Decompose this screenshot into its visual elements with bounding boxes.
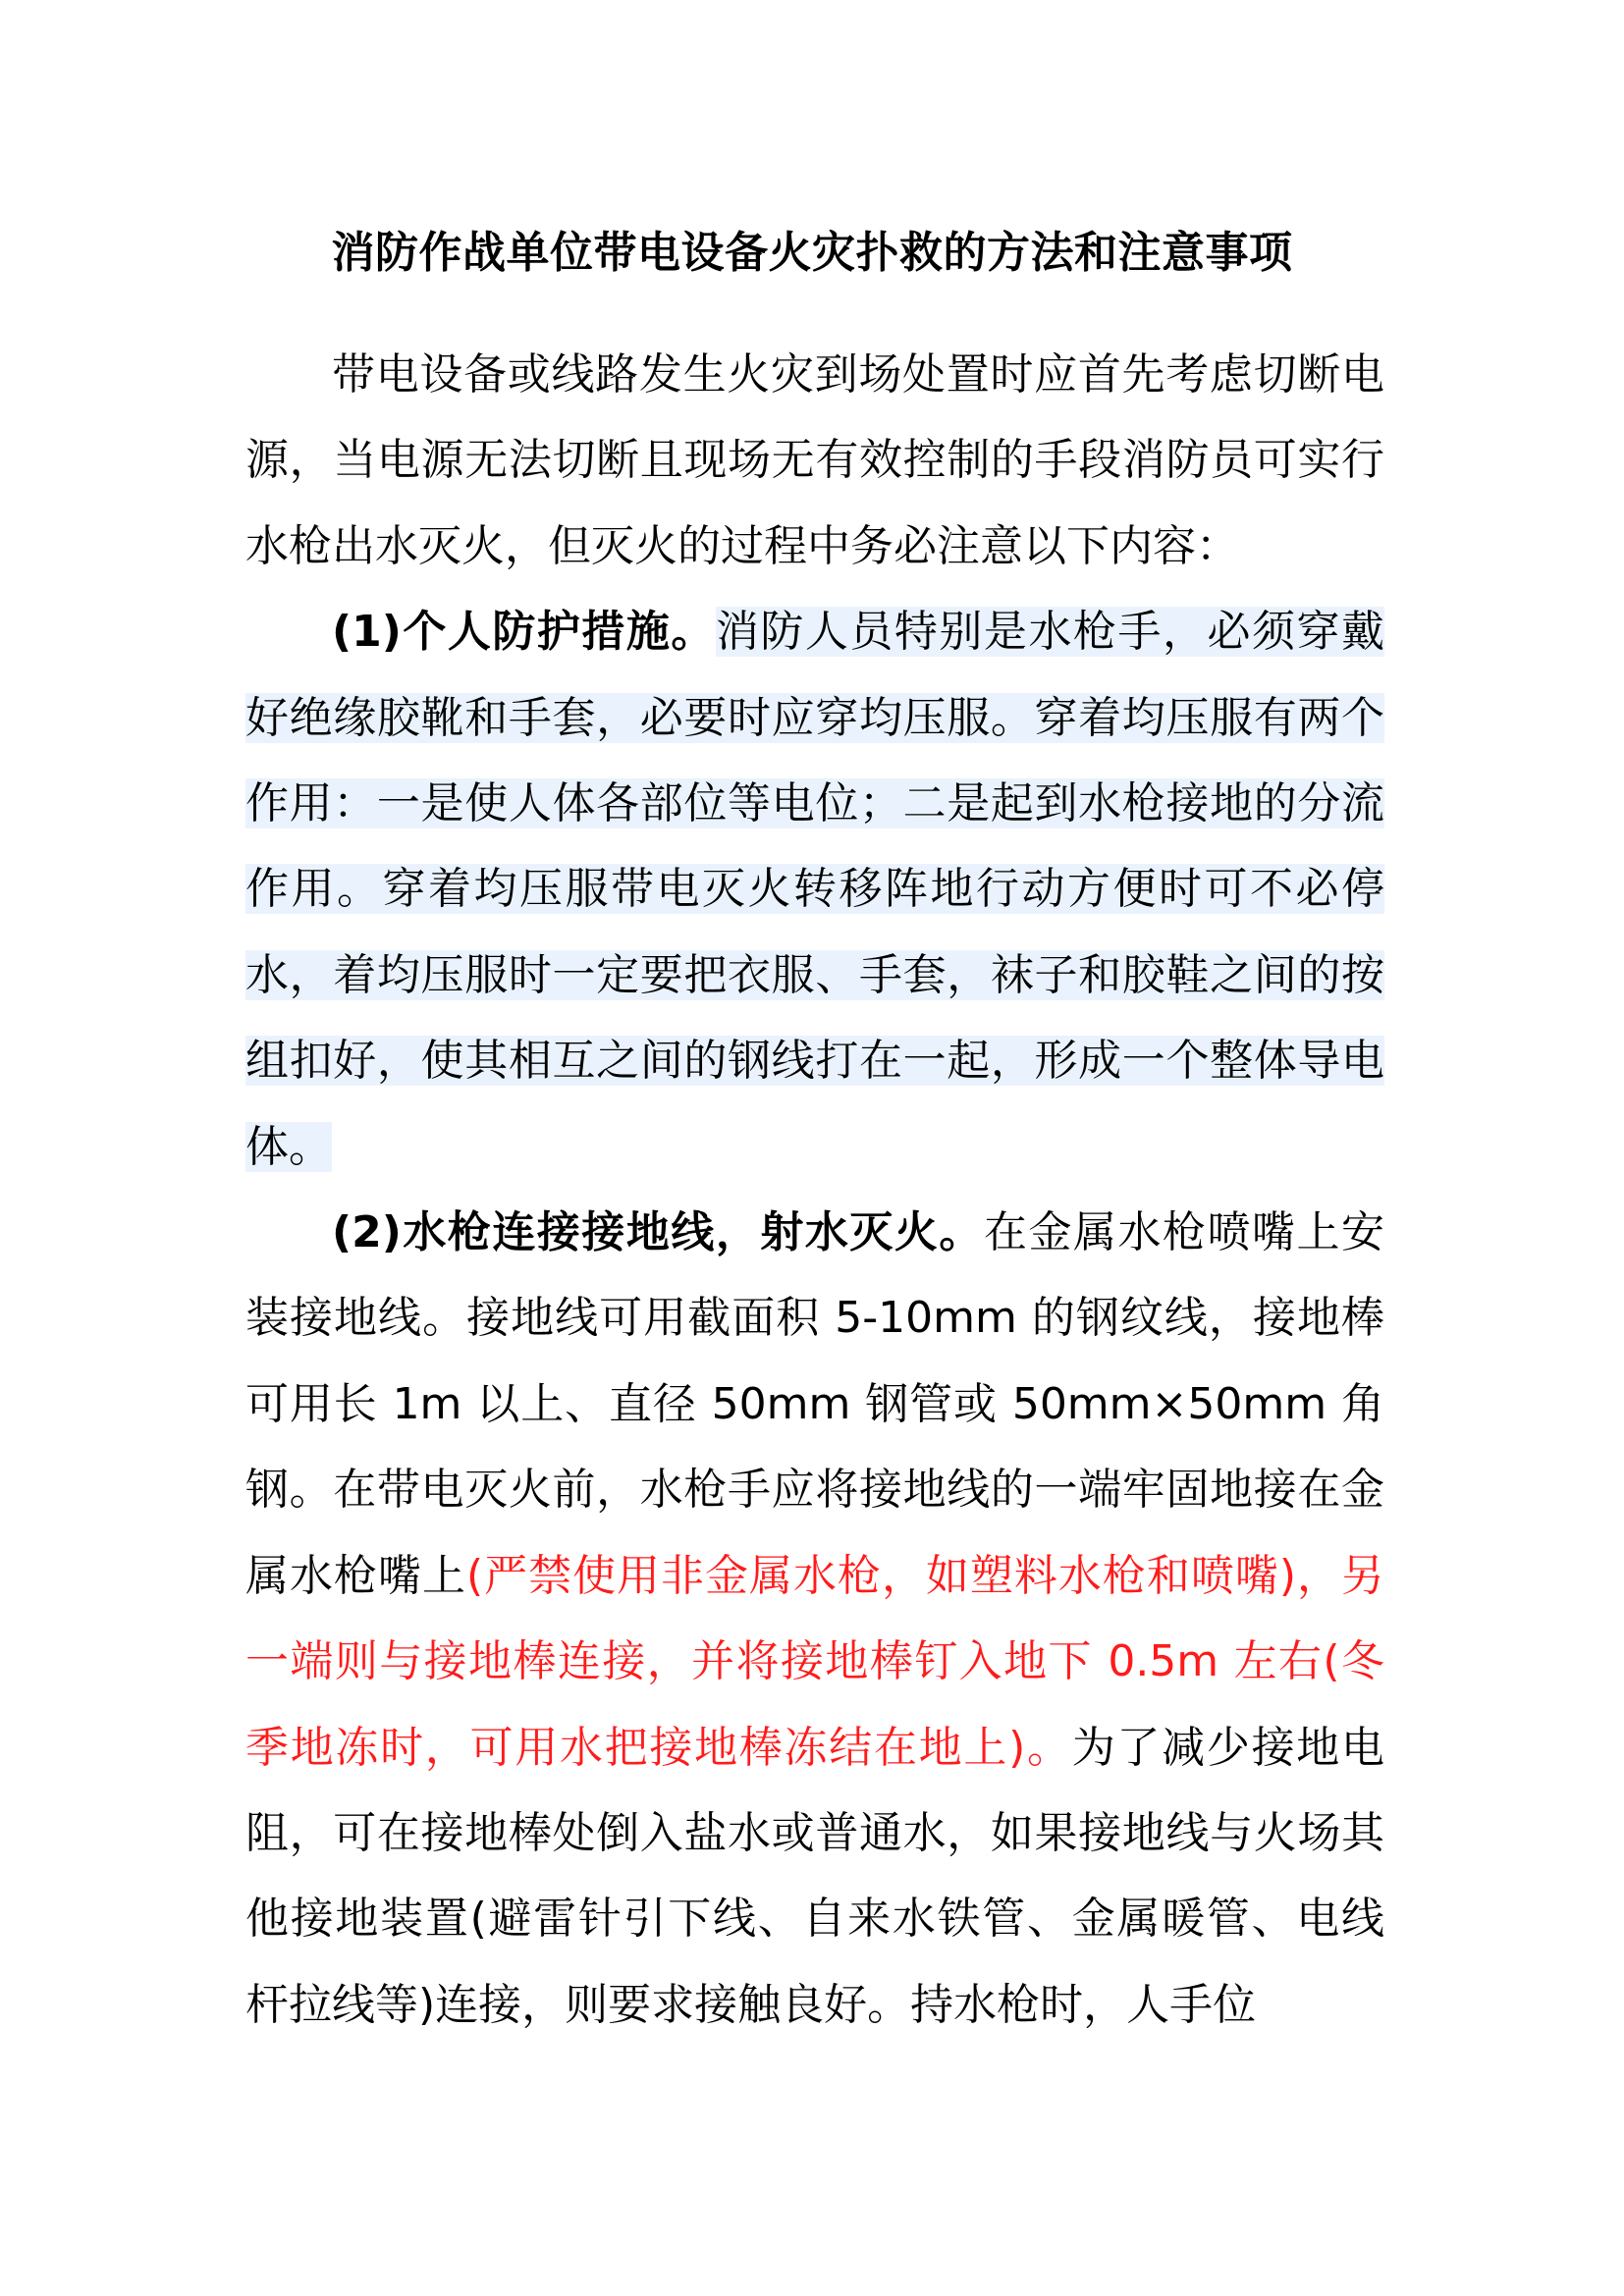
grounding-warning: (严禁使用非金属水枪，如塑料水枪和喷嘴)，另一端则与接地棒连接，并将接地棒钉入地下 0.5m 左右(冬季地冻时，可用水把接地棒冻结在地上)。 — [245, 1550, 1384, 1773]
grounding-heading: (2)水枪连接接地线，射水灭火。 — [332, 1207, 984, 1258]
personal-protection-paragraph — [245, 589, 1384, 1190]
document-title: 消防作战单位带电设备火灾扑救的方法和注意事项 — [331, 228, 1293, 278]
personal-protection-text: 消防人员特别是水枪手，必须穿戴好绝缘胶靴和手套，必要时应穿均压服。穿着均压服有两个作用：一是使人体各部位等电位；二是起到水枪接地的分流作用。穿着均压服带电灭火转移阵地行动方便时可不必停水，着均压服时一定要把衣服、手套，袜子和胶鞋之间的按组扣好，使其相互之间的钢线打在一起，形成一个整体导电体。 — [245, 607, 1384, 1172]
personal-protection-heading: (1)个人防护措施。 — [332, 607, 716, 658]
grounding-paragraph — [245, 1190, 1384, 2048]
grounding-text: 在金属水枪喷嘴上安装接地线。接地线可用截面积 5-10mm 的钢纹线，接地棒可用长 1m 以上、直径 50mm 钢管或 50mm×50mm 角钢。在带电灭火前，水枪手应将接地线的一端牢固地接在金属水枪嘴上 — [245, 1207, 1384, 1601]
grounding-text-continued: 为了减少接地电阻，可在接地棒处倒入盐水或普通水，如果接地线与火场其他接地装置(避雷针引下线、自来水铁管、金属暖管、电线杆拉线等)连接，则要求接触良好。持水枪时，人手位 — [245, 1722, 1384, 2030]
intro-paragraph: 带电设备或线路发生火灾到场处置时应首先考虑切断电源，当电源无法切断且现场无有效控制的手段消防员可实行水枪出水灭火，但灭火的过程中务必注意以下内容： — [245, 349, 1384, 571]
document-body — [245, 332, 1384, 2048]
